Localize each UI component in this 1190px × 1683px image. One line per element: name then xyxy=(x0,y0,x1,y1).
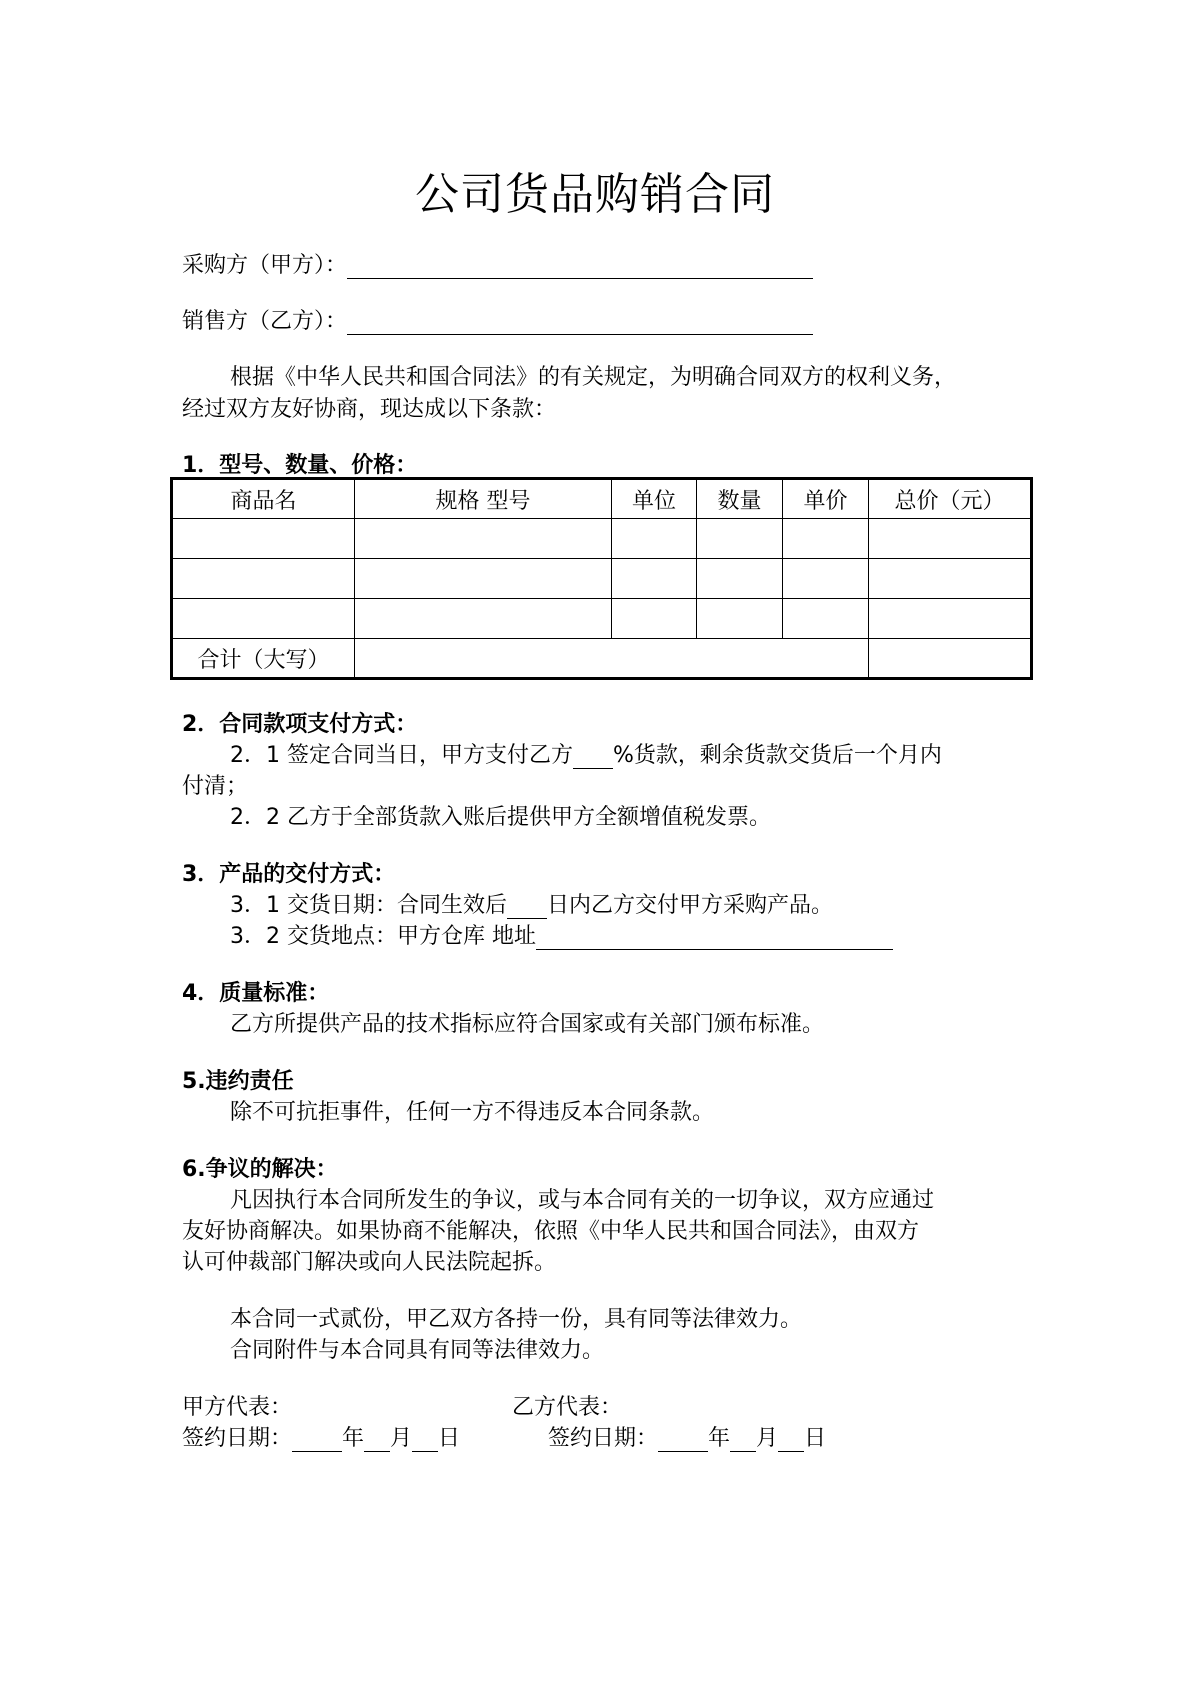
section-4-text: 乙方所提供产品的技术指标应符合国家或有关部门颁布标准。 xyxy=(230,1012,825,1037)
month-label: 月 xyxy=(390,1426,413,1451)
year-label: 年 xyxy=(342,1426,365,1451)
section-2-item-1-a: 2．1 签定合同当日，甲方支付乙方 xyxy=(230,743,573,768)
month-blank[interactable] xyxy=(730,1426,756,1452)
party-b-representative: 乙方代表： xyxy=(512,1395,623,1420)
section-2-item-1-b: %货款，剩余货款交货后一个月内 xyxy=(613,743,942,768)
day-label: 日 xyxy=(804,1426,827,1451)
sign-date-label: 签约日期： xyxy=(182,1426,293,1451)
table-cell[interactable] xyxy=(697,519,783,559)
month-label: 月 xyxy=(756,1426,779,1451)
table-cell[interactable] xyxy=(783,599,869,639)
table-header-cell: 单位 xyxy=(612,479,697,519)
year-blank[interactable] xyxy=(658,1426,708,1452)
section-2-item-2: 2．2 乙方于全部货款入账后提供甲方全额增值税发票。 xyxy=(230,805,771,830)
percent-blank[interactable] xyxy=(573,743,613,769)
table-row xyxy=(172,559,1032,599)
table-cell[interactable] xyxy=(612,559,697,599)
total-amount-cell[interactable] xyxy=(869,639,1032,679)
document-title: 公司货品购销合同 xyxy=(415,169,775,220)
buyer-blank[interactable] xyxy=(347,253,813,279)
table-header-cell: 数量 xyxy=(697,479,783,519)
seller-line xyxy=(182,304,813,335)
seller-blank[interactable] xyxy=(347,309,813,335)
section-3-item-1-b: 日内乙方交付甲方采购产品。 xyxy=(547,893,834,918)
section-6-line-2: 友好协商解决。如果协商不能解决，依照《中华人民共和国合同法》，由双方 xyxy=(182,1219,920,1244)
table-header-cell: 商品名 xyxy=(172,479,355,519)
section-2-item-1 xyxy=(230,738,942,769)
table-cell[interactable] xyxy=(612,519,697,559)
table-row xyxy=(172,519,1032,559)
section-6-heading: 6.争议的解决： xyxy=(182,1157,338,1182)
price-table xyxy=(170,477,1033,680)
total-uppercase-cell[interactable] xyxy=(355,639,869,679)
month-blank[interactable] xyxy=(364,1426,390,1452)
table-cell[interactable] xyxy=(697,599,783,639)
seller-label: 销售方（乙方）： xyxy=(182,309,348,334)
buyer-line xyxy=(182,248,813,279)
section-6-line-1: 凡因执行本合同所发生的争议，或与本合同有关的一切争议，双方应通过 xyxy=(230,1188,935,1213)
table-header-cell: 规格 型号 xyxy=(355,479,612,519)
table-cell[interactable] xyxy=(172,599,355,639)
intro-line-2: 经过双方友好协商，现达成以下条款： xyxy=(182,397,557,422)
section-4-heading: 4．质量标准： xyxy=(182,981,330,1006)
day-blank[interactable] xyxy=(778,1426,804,1452)
table-header-cell: 单价 xyxy=(783,479,869,519)
section-3-item-1-a: 3．1 交货日期：合同生效后 xyxy=(230,893,507,918)
table-header-row xyxy=(172,479,1032,519)
section-3-item-1 xyxy=(230,888,833,919)
table-cell[interactable] xyxy=(869,599,1032,639)
table-total-row xyxy=(172,639,1032,679)
sign-date-label: 签约日期： xyxy=(548,1426,659,1451)
total-label-cell: 合计（大写） xyxy=(172,639,355,679)
days-blank[interactable] xyxy=(507,893,547,919)
buyer-label: 采购方（甲方）： xyxy=(182,253,348,278)
section-5-text: 除不可抗拒事件，任何一方不得违反本合同条款。 xyxy=(230,1100,715,1125)
section-1-heading: 1．型号、数量、价格： xyxy=(182,453,418,478)
table-row xyxy=(172,599,1032,639)
section-3-item-2 xyxy=(230,919,893,950)
table-cell[interactable] xyxy=(783,559,869,599)
table-cell[interactable] xyxy=(355,599,612,639)
section-3-heading: 3．产品的交付方式： xyxy=(182,862,396,887)
party-a-representative: 甲方代表： xyxy=(182,1395,293,1420)
table-cell[interactable] xyxy=(869,559,1032,599)
closing-line-1: 本合同一式贰份，甲乙双方各持一份，具有同等法律效力。 xyxy=(230,1307,803,1332)
section-5-heading: 5.违约责任 xyxy=(182,1069,294,1094)
party-a-sign-date xyxy=(182,1421,460,1452)
table-cell[interactable] xyxy=(612,599,697,639)
table-cell[interactable] xyxy=(869,519,1032,559)
address-blank[interactable] xyxy=(536,924,893,950)
table-cell[interactable] xyxy=(783,519,869,559)
day-label: 日 xyxy=(438,1426,461,1451)
year-label: 年 xyxy=(708,1426,731,1451)
table-header-cell: 总价（元） xyxy=(869,479,1032,519)
section-6-line-3: 认可仲裁部门解决或向人民法院起拆。 xyxy=(182,1250,557,1275)
table-cell[interactable] xyxy=(697,559,783,599)
year-blank[interactable] xyxy=(292,1426,342,1452)
party-b-sign-date xyxy=(548,1421,826,1452)
section-2-item-1-c: 付清； xyxy=(182,774,249,799)
section-2-heading: 2．合同款项支付方式： xyxy=(182,712,418,737)
section-3-item-2-text: 3．2 交货地点：甲方仓库 地址 xyxy=(230,924,536,949)
closing-line-2: 合同附件与本合同具有同等法律效力。 xyxy=(230,1338,605,1363)
table-cell[interactable] xyxy=(355,519,612,559)
intro-line-1: 根据《中华人民共和国合同法》的有关规定，为明确合同双方的权利义务， xyxy=(230,365,957,390)
day-blank[interactable] xyxy=(412,1426,438,1452)
table-cell[interactable] xyxy=(172,519,355,559)
table-cell[interactable] xyxy=(172,559,355,599)
table-cell[interactable] xyxy=(355,559,612,599)
